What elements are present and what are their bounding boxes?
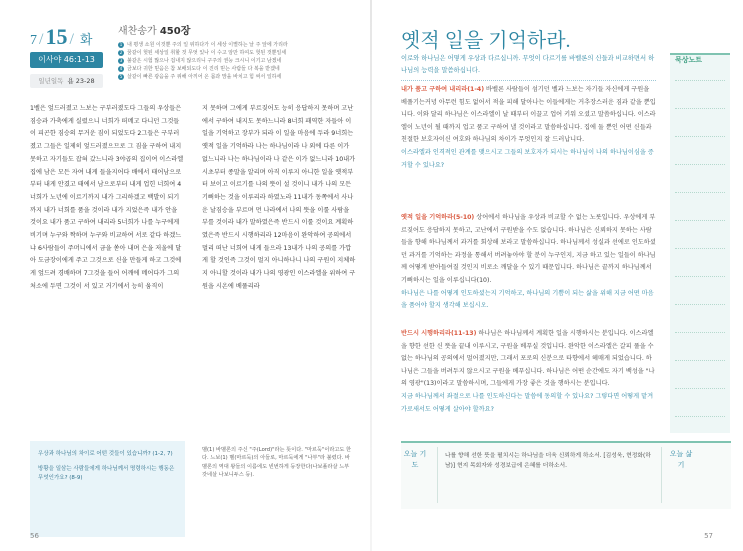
note-line [675, 416, 725, 417]
section-question: 지금 하나님께서 좌절으로 나를 인도하신다는 말씀에 동의할 수 있나요? 그렇다면 어떻게 맡겨 가로새서도 어떻게 살아야 할까요? [401, 392, 654, 413]
date-heading: 7 /15 / 화 [30, 24, 93, 49]
note-line [675, 80, 725, 81]
note-line [675, 248, 725, 249]
hymn-title: 새찬송가 450장 [118, 26, 191, 37]
question-box [30, 441, 185, 537]
scripture-text-col1: 1벨은 엎드러졌고 느보는 구부러졌도다 그들의 우상들은 짐승과 가축에게 실렸으니 너희가 떠메고 다니던 그것들이 피곤한 짐승의 무거운 짐이 되었도다 2그들은 구부러졌고 그들은 일제히 엎드러졌으므로 그 짐을 구하여 내지 못하고 자기들도 잡혀 갔느니라 3야곱의 집이여 이스라엘 집에 남은 모든 자여 내게 들을지어다 배에서 태어남으로부터 내게 안겼고 태에서 남으로부터 내게 업힌 너희여 4너희가 노년에 이르기까지 내가 그리하겠고 백발이 되기까지 내가 너희를 품을 것이라 내가 지었은즉 내가 안을 것이요 내가 품고 구하여 내리라 5너희가 나를 누구에게 비기며 누구와 짝하며 누구와 비교하여 서로 같다 하겠느냐 6사람들이 주머니에서 금을 쏟아 내며 은을 저울에 달아 도금장이에게 주고 그것으로 신을 만들게 하고 그것에게 엎드려 경배하며 7그것을 들어 어깨에 메어다가 그의 처소에 두면 그것이 서 있고 거기에서 능히 움직이 [30, 105, 184, 290]
section-body: 바벨론 사람들이 섬기던 벨과 느보는 자기들 자신에게 구원을 베풀기는커녕 아무런 힘도 없어서 적을 피해 달아나는 이들에게는 거추장스러운 짐과 같을 뿐입니다. 이와 달리 하나님은 이스라엘이 날 때부터 이끌고 업어 키워 오셨고 말씀하십니다. 이스라엘이 노년이 될 때까지 업고 품고 구하여 낼 것이라고 말씀하십니다. 집에 둘 뿐인 어떤 신들과 친절한 보호자이신 여호와 하나님의 차이가 무엇인지 잘 드러납니다. [401, 86, 656, 144]
section-heading: 반드시 시행하리라(11-13) [401, 330, 477, 337]
prayer-label: 오늘 기도 [403, 450, 427, 469]
hymn-line: 1 내 평생 소원 이것뿐 주의 일 위하다가 이 세상 이별하는 날 주 앞에 가리라 [119, 41, 288, 48]
note-line [675, 192, 725, 193]
section-question: 하나님은 나를 어떻게 인도하셨는지 기억하고, 하나님의 기쁨이 되는 삶을 위해 지금 어떤 마음을 품어야 할지 생각해 보십시오. [401, 289, 654, 310]
commentary-section [401, 328, 656, 416]
page-title: 옛적 일을 기억하라. [401, 30, 571, 52]
section-heading: 내가 품고 구하여 내리라(1-4) [401, 86, 485, 93]
date-month: 7 [30, 33, 37, 48]
note-line [675, 388, 725, 389]
note-line [675, 220, 725, 221]
date-weekday: 화 [79, 32, 93, 47]
yearly-reading: 일년일독 욥 23-28 [30, 74, 103, 88]
date-day: 15 [45, 24, 68, 49]
note-line [675, 360, 725, 361]
section-body: 하나님은 하나님께서 계획한 일을 시행하시는 분입니다. 이스라엘을 향한 선한 신 뜻을 끝내 이루시고, 구원을 베푸실 것입니다. 완악한 이스라엘은 갈피 풀을 수 없는 하나님의 공의에서 멀어졌지만, 그래서 포로의 신분으로 타향에서 헤매게 되었습니다. 하나님은 그들을 버려두지 않으시고 구원을 베푸십니다. 하나님은 어떤 순간에도 자기 백성을 "나의 영광"(13)이라고 말씀하시며, 그들에게 가장 좋은 것을 행하시는 분입니다. [401, 330, 655, 388]
prayer-text: 나를 향해 선한 뜻을 펼치시는 하나님을 더욱 신뢰하게 하소서. [김성욱, 현정화(하남)] 현지 목회자와 성경보급에 은혜를 더하소서. [445, 453, 651, 469]
hymn-block [118, 22, 358, 81]
vocabulary-note: 벨(1) 바벨론의 주신 "주(Lord)"라는 뜻이다. "마르둑"이라고도 한다. 느보(1) 벨(마르둑)의 아들로, 마르둑에게 "나부"라 불렸다. 바벨론의 역대 왕들의 이름에도 빈번하게 등장한다(나보폴라살 느부갓네살 나보니두스 등). [202, 447, 352, 479]
question-item: 우상과 하나님의 차이로 어떤 것들이 있습니까? (1-2, 7) [38, 451, 173, 457]
page-number: 57 [704, 532, 713, 540]
divider [437, 447, 438, 503]
hymn-line: 3 불같은 시험 많으나 겁내지 않으리니 구주의 권능 크시니 이기고 남겠네 [119, 57, 282, 64]
page-number: 56 [30, 532, 39, 540]
note-line [675, 164, 725, 165]
scripture-reference: 이사야 46:1-13 [30, 52, 103, 68]
question-item: 방황을 일삼는 사람들에게 하나님께서 명령하시는 행동은 무엇인가요? (8-9) [38, 466, 175, 481]
meditation-notes-heading: 묵상노트 [675, 56, 703, 64]
commentary-section [401, 84, 656, 172]
note-line [675, 332, 725, 333]
intro-text: 이로와 하나님은 어떻게 우상과 다르십니까. 무엇이 다르기를 바벨론의 신들과 비교하면서 하나님의 능력을 말씀하십니다. [401, 55, 655, 74]
divider [401, 80, 656, 81]
hymn-line: 2 꿈같이 헛된 세상일 취할 것 무엇 있나 이 수고 암만 하여도 헛된 것뿐일세 [119, 49, 287, 56]
scripture-text-col2: 지 못하며 그에게 부르짖어도 능히 응답하지 못하며 고난에서 구하여 내지도 못하느니라 8너희 패역한 자들아 이 일을 기억하고 장부가 되라 이 일을 마음에 두라 9너희는 옛적 일을 기억하라 나는 하나님이라 나 외에 다른 이가 없느니라 나는 하나님이라 나 같은 이가 없느니라 10내가 시초부터 종말을 알리며 아직 이루지 아니한 일을 옛적부터 보이고 이르기를 나의 뜻이 설 것이니 내가 나의 모든 기뻐하는 것을 이루리라 하였노라 11내가 동쪽에서 사나운 날짐승을 부르며 먼 나라에서 나의 뜻을 이룰 사람을 부를 것이라 내가 말하였은즉 반드시 이룰 것이요 계획하였은즉 반드시 시행하리라 12마음이 완악하여 공의에서 멀리 떠난 너희여 내게 들으라 13내가 나의 공의를 가깝게 할 것인즉 그것이 멀지 아니하나니 나의 구원이 지체하지 아니할 것이라 내가 나의 영광인 이스라엘을 위하여 구원을 시온에 베풀리라 [202, 105, 356, 290]
meditation-notes-column[interactable] [670, 53, 730, 433]
note-line [675, 304, 725, 305]
application-label: 오늘 삶기 [669, 450, 693, 469]
section-body: 상어에서 하나님을 우상과 비교할 수 없는 노릇입니다. 우상에게 부르짖어도 응답하지 못하고, 고난에서 구원받을 수도 없습니다. 하나님은 신뢰하지 못하는 사람들을 향해 하나님께서 과거를 회상해 보라고 말씀하십니다. 하나님께서 성실과 선에로 인도하셨던 과거를 기억하는 과정을 통해서 버려놓아야 할 분이 누구인지, 지금 하고 있는 일들이 하나님께 어떻게 받아들여질 것인지 비로소 깨달을 수 있기 때문입니다. 하나님은 끝까지 하나님께서 기뻐하시는 일을 이루십니다(10). [401, 214, 656, 284]
commentary-section [401, 212, 656, 313]
section-question: 이스라엘과 인격적인 관계를 맺으시고 그들의 보호자가 되시는 하나님이 나의 하나님이심을 증거할 수 있나요? [401, 148, 654, 169]
prayer-box [401, 441, 731, 509]
section-heading: 옛적 일을 기억하라(5-10) [401, 214, 475, 221]
left-page [0, 0, 371, 551]
note-line [675, 136, 725, 137]
note-line [675, 276, 725, 277]
divider [661, 447, 662, 503]
hymn-line: 5 살같이 빠른 광음을 주 위해 아끼어 온 몸과 맘을 바치고 힘 써서 일하세 [119, 73, 282, 80]
hymn-line: 4 금보다 귀한 믿음은 참 보배되도다 이 진리 믿는 사람들 다 복을 받겠네 [119, 65, 280, 72]
right-page [372, 0, 743, 551]
note-line [675, 108, 725, 109]
